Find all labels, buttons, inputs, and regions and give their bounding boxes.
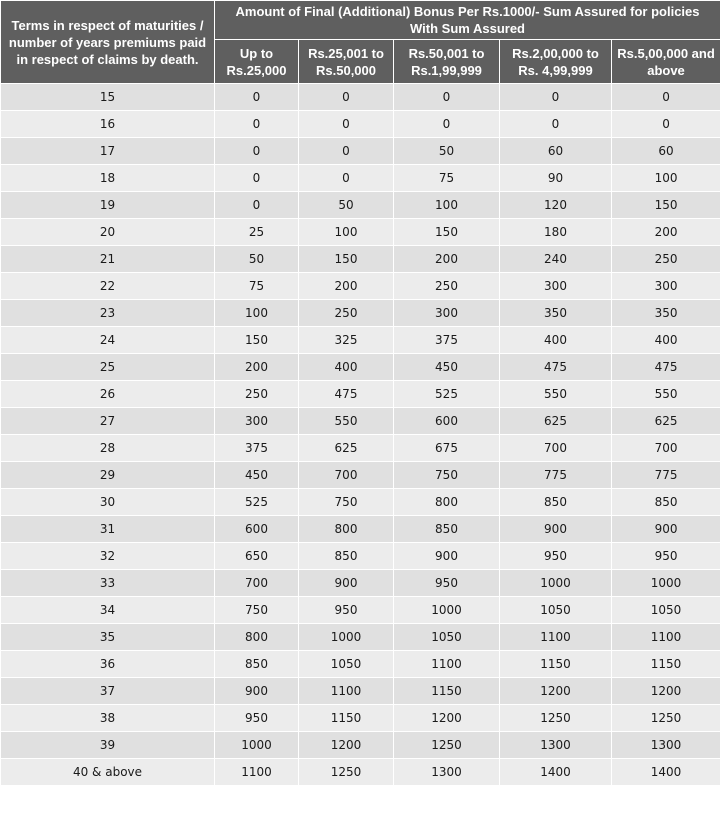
bonus-value-cell: 375 bbox=[215, 435, 299, 462]
bonus-value-cell: 25 bbox=[215, 219, 299, 246]
term-cell: 27 bbox=[1, 408, 215, 435]
bonus-value-cell: 100 bbox=[394, 192, 500, 219]
bonus-value-cell: 100 bbox=[215, 300, 299, 327]
bonus-value-cell: 375 bbox=[394, 327, 500, 354]
bonus-value-cell: 750 bbox=[215, 597, 299, 624]
table-row bbox=[1, 516, 720, 543]
bonus-value-cell: 0 bbox=[612, 111, 720, 138]
bonus-value-cell: 0 bbox=[500, 84, 612, 111]
bonus-value-cell: 1000 bbox=[612, 570, 720, 597]
bonus-value-cell: 600 bbox=[215, 516, 299, 543]
term-cell: 36 bbox=[1, 651, 215, 678]
bonus-value-cell: 1300 bbox=[612, 732, 720, 759]
bonus-value-cell: 60 bbox=[500, 138, 612, 165]
bonus-value-cell: 1200 bbox=[612, 678, 720, 705]
bonus-value-cell: 75 bbox=[215, 273, 299, 300]
term-cell: 15 bbox=[1, 84, 215, 111]
bonus-value-cell: 150 bbox=[215, 327, 299, 354]
bonus-value-cell: 50 bbox=[215, 246, 299, 273]
term-cell: 39 bbox=[1, 732, 215, 759]
bonus-value-cell: 450 bbox=[215, 462, 299, 489]
table-row bbox=[1, 435, 720, 462]
bonus-value-cell: 150 bbox=[612, 192, 720, 219]
bonus-value-cell: 525 bbox=[215, 489, 299, 516]
term-cell: 16 bbox=[1, 111, 215, 138]
table-row bbox=[1, 597, 720, 624]
bonus-value-cell: 1400 bbox=[612, 759, 720, 786]
bonus-value-cell: 850 bbox=[612, 489, 720, 516]
bonus-value-cell: 850 bbox=[500, 489, 612, 516]
bonus-value-cell: 50 bbox=[299, 192, 394, 219]
bonus-value-cell: 625 bbox=[500, 408, 612, 435]
bonus-value-cell: 90 bbox=[500, 165, 612, 192]
bonus-value-cell: 250 bbox=[394, 273, 500, 300]
bonus-value-cell: 300 bbox=[500, 273, 612, 300]
bonus-value-cell: 0 bbox=[299, 165, 394, 192]
bonus-value-cell: 300 bbox=[612, 273, 720, 300]
bonus-value-cell: 75 bbox=[394, 165, 500, 192]
bonus-value-cell: 475 bbox=[500, 354, 612, 381]
term-cell: 26 bbox=[1, 381, 215, 408]
bonus-value-cell: 600 bbox=[394, 408, 500, 435]
term-cell: 31 bbox=[1, 516, 215, 543]
bonus-value-cell: 1150 bbox=[394, 678, 500, 705]
table-row bbox=[1, 165, 720, 192]
bonus-value-cell: 1100 bbox=[500, 624, 612, 651]
bonus-value-cell: 1300 bbox=[394, 759, 500, 786]
bonus-value-cell: 900 bbox=[612, 516, 720, 543]
bonus-value-cell: 1150 bbox=[299, 705, 394, 732]
bonus-value-cell: 1200 bbox=[394, 705, 500, 732]
bonus-value-cell: 850 bbox=[394, 516, 500, 543]
bonus-value-cell: 150 bbox=[299, 246, 394, 273]
bonus-value-cell: 850 bbox=[215, 651, 299, 678]
bonus-value-cell: 1150 bbox=[612, 651, 720, 678]
bonus-value-cell: 0 bbox=[215, 192, 299, 219]
term-cell: 35 bbox=[1, 624, 215, 651]
term-cell: 29 bbox=[1, 462, 215, 489]
bonus-value-cell: 1050 bbox=[394, 624, 500, 651]
bonus-value-cell: 800 bbox=[299, 516, 394, 543]
bonus-value-cell: 950 bbox=[394, 570, 500, 597]
band-header-25001-50000: Rs.25,001 to Rs.50,000 bbox=[299, 40, 394, 84]
term-cell: 25 bbox=[1, 354, 215, 381]
band-header-200000-499999: Rs.2,00,000 to Rs. 4,99,999 bbox=[500, 40, 612, 84]
bonus-value-cell: 775 bbox=[500, 462, 612, 489]
table-body bbox=[1, 84, 720, 786]
bonus-value-cell: 200 bbox=[215, 354, 299, 381]
bonus-value-cell: 625 bbox=[612, 408, 720, 435]
bonus-value-cell: 0 bbox=[394, 84, 500, 111]
bonus-value-cell: 0 bbox=[299, 111, 394, 138]
bonus-value-cell: 1100 bbox=[394, 651, 500, 678]
bonus-value-cell: 0 bbox=[215, 138, 299, 165]
term-cell: 38 bbox=[1, 705, 215, 732]
bonus-value-cell: 675 bbox=[394, 435, 500, 462]
bonus-value-cell: 1050 bbox=[612, 597, 720, 624]
bonus-value-cell: 120 bbox=[500, 192, 612, 219]
table-row bbox=[1, 678, 720, 705]
table-row bbox=[1, 489, 720, 516]
table-row bbox=[1, 543, 720, 570]
bonus-value-cell: 800 bbox=[215, 624, 299, 651]
term-cell: 17 bbox=[1, 138, 215, 165]
term-cell: 33 bbox=[1, 570, 215, 597]
bonus-value-cell: 180 bbox=[500, 219, 612, 246]
table-row bbox=[1, 84, 720, 111]
bonus-value-cell: 100 bbox=[612, 165, 720, 192]
table-row bbox=[1, 300, 720, 327]
band-header-500000-above: Rs.5,00,000 and above bbox=[612, 40, 720, 84]
header-row-main bbox=[1, 1, 720, 40]
table-row bbox=[1, 408, 720, 435]
bonus-value-cell: 300 bbox=[215, 408, 299, 435]
bonus-value-cell: 1100 bbox=[215, 759, 299, 786]
bonus-value-cell: 1100 bbox=[299, 678, 394, 705]
bonus-value-cell: 475 bbox=[612, 354, 720, 381]
bonus-value-cell: 1300 bbox=[500, 732, 612, 759]
bonus-value-cell: 900 bbox=[215, 678, 299, 705]
bonus-value-cell: 700 bbox=[500, 435, 612, 462]
table-row bbox=[1, 381, 720, 408]
table-row bbox=[1, 354, 720, 381]
term-cell: 20 bbox=[1, 219, 215, 246]
bonus-value-cell: 550 bbox=[612, 381, 720, 408]
bonus-value-cell: 650 bbox=[215, 543, 299, 570]
bonus-value-cell: 900 bbox=[500, 516, 612, 543]
bonus-value-cell: 800 bbox=[394, 489, 500, 516]
bonus-value-cell: 0 bbox=[215, 111, 299, 138]
bonus-value-cell: 1050 bbox=[500, 597, 612, 624]
term-cell: 19 bbox=[1, 192, 215, 219]
bonus-value-cell: 1200 bbox=[500, 678, 612, 705]
bonus-value-cell: 1100 bbox=[612, 624, 720, 651]
bonus-value-cell: 1050 bbox=[299, 651, 394, 678]
bonus-value-cell: 100 bbox=[299, 219, 394, 246]
term-cell: 30 bbox=[1, 489, 215, 516]
band-header-up-to-25000: Up to Rs.25,000 bbox=[215, 40, 299, 84]
term-cell: 28 bbox=[1, 435, 215, 462]
bonus-value-cell: 0 bbox=[299, 84, 394, 111]
bonus-value-cell: 0 bbox=[394, 111, 500, 138]
table-row bbox=[1, 192, 720, 219]
bonus-value-cell: 450 bbox=[394, 354, 500, 381]
bonus-value-cell: 0 bbox=[500, 111, 612, 138]
bonus-value-cell: 1400 bbox=[500, 759, 612, 786]
table-row bbox=[1, 111, 720, 138]
bonus-value-cell: 60 bbox=[612, 138, 720, 165]
bonus-value-cell: 1250 bbox=[394, 732, 500, 759]
bonus-group-header: Amount of Final (Additional) Bonus Per Rs.1000/- Sum Assured for policies With Sum Assured bbox=[215, 1, 720, 40]
bonus-value-cell: 950 bbox=[500, 543, 612, 570]
table-row bbox=[1, 759, 720, 786]
bonus-value-cell: 900 bbox=[394, 543, 500, 570]
table-row bbox=[1, 651, 720, 678]
bonus-value-cell: 775 bbox=[612, 462, 720, 489]
bonus-value-cell: 750 bbox=[394, 462, 500, 489]
bonus-value-cell: 0 bbox=[215, 84, 299, 111]
bonus-value-cell: 1200 bbox=[299, 732, 394, 759]
bonus-value-cell: 325 bbox=[299, 327, 394, 354]
table-row bbox=[1, 138, 720, 165]
bonus-value-cell: 950 bbox=[299, 597, 394, 624]
table-row bbox=[1, 624, 720, 651]
bonus-value-cell: 200 bbox=[299, 273, 394, 300]
bonus-value-cell: 950 bbox=[215, 705, 299, 732]
bonus-value-cell: 300 bbox=[394, 300, 500, 327]
bonus-value-cell: 950 bbox=[612, 543, 720, 570]
bonus-value-cell: 900 bbox=[299, 570, 394, 597]
table-row bbox=[1, 570, 720, 597]
bonus-value-cell: 0 bbox=[612, 84, 720, 111]
bonus-value-cell: 1000 bbox=[299, 624, 394, 651]
bonus-value-cell: 150 bbox=[394, 219, 500, 246]
bonus-value-cell: 1000 bbox=[500, 570, 612, 597]
bonus-value-cell: 475 bbox=[299, 381, 394, 408]
term-cell: 24 bbox=[1, 327, 215, 354]
table-row bbox=[1, 273, 720, 300]
bonus-value-cell: 400 bbox=[612, 327, 720, 354]
term-cell: 21 bbox=[1, 246, 215, 273]
bonus-value-cell: 550 bbox=[299, 408, 394, 435]
bonus-value-cell: 350 bbox=[612, 300, 720, 327]
bonus-value-cell: 1250 bbox=[500, 705, 612, 732]
bonus-value-cell: 625 bbox=[299, 435, 394, 462]
bonus-value-cell: 700 bbox=[612, 435, 720, 462]
table-row bbox=[1, 246, 720, 273]
bonus-value-cell: 1150 bbox=[500, 651, 612, 678]
bonus-value-cell: 1250 bbox=[299, 759, 394, 786]
bonus-value-cell: 1250 bbox=[612, 705, 720, 732]
bonus-value-cell: 250 bbox=[612, 246, 720, 273]
bonus-value-cell: 400 bbox=[299, 354, 394, 381]
term-column-header: Terms in respect of maturities / number of years premiums paid in respect of claims by death. bbox=[1, 1, 215, 84]
bonus-value-cell: 200 bbox=[394, 246, 500, 273]
bonus-value-cell: 0 bbox=[299, 138, 394, 165]
term-cell: 37 bbox=[1, 678, 215, 705]
bonus-value-cell: 1000 bbox=[215, 732, 299, 759]
bonus-value-cell: 525 bbox=[394, 381, 500, 408]
bonus-value-cell: 700 bbox=[215, 570, 299, 597]
table-row bbox=[1, 732, 720, 759]
bonus-value-cell: 700 bbox=[299, 462, 394, 489]
bonus-value-cell: 550 bbox=[500, 381, 612, 408]
table-row bbox=[1, 462, 720, 489]
band-header-50001-199999: Rs.50,001 to Rs.1,99,999 bbox=[394, 40, 500, 84]
term-cell: 22 bbox=[1, 273, 215, 300]
term-cell: 34 bbox=[1, 597, 215, 624]
term-cell: 23 bbox=[1, 300, 215, 327]
bonus-value-cell: 200 bbox=[612, 219, 720, 246]
bonus-value-cell: 400 bbox=[500, 327, 612, 354]
table-row bbox=[1, 219, 720, 246]
bonus-value-cell: 50 bbox=[394, 138, 500, 165]
table-row bbox=[1, 705, 720, 732]
bonus-value-cell: 250 bbox=[215, 381, 299, 408]
bonus-value-cell: 250 bbox=[299, 300, 394, 327]
table-row bbox=[1, 327, 720, 354]
bonus-value-cell: 750 bbox=[299, 489, 394, 516]
bonus-value-cell: 850 bbox=[299, 543, 394, 570]
term-cell: 32 bbox=[1, 543, 215, 570]
term-cell: 40 & above bbox=[1, 759, 215, 786]
bonus-value-cell: 240 bbox=[500, 246, 612, 273]
bonus-value-cell: 0 bbox=[215, 165, 299, 192]
term-cell: 18 bbox=[1, 165, 215, 192]
bonus-value-cell: 1000 bbox=[394, 597, 500, 624]
bonus-value-cell: 350 bbox=[500, 300, 612, 327]
